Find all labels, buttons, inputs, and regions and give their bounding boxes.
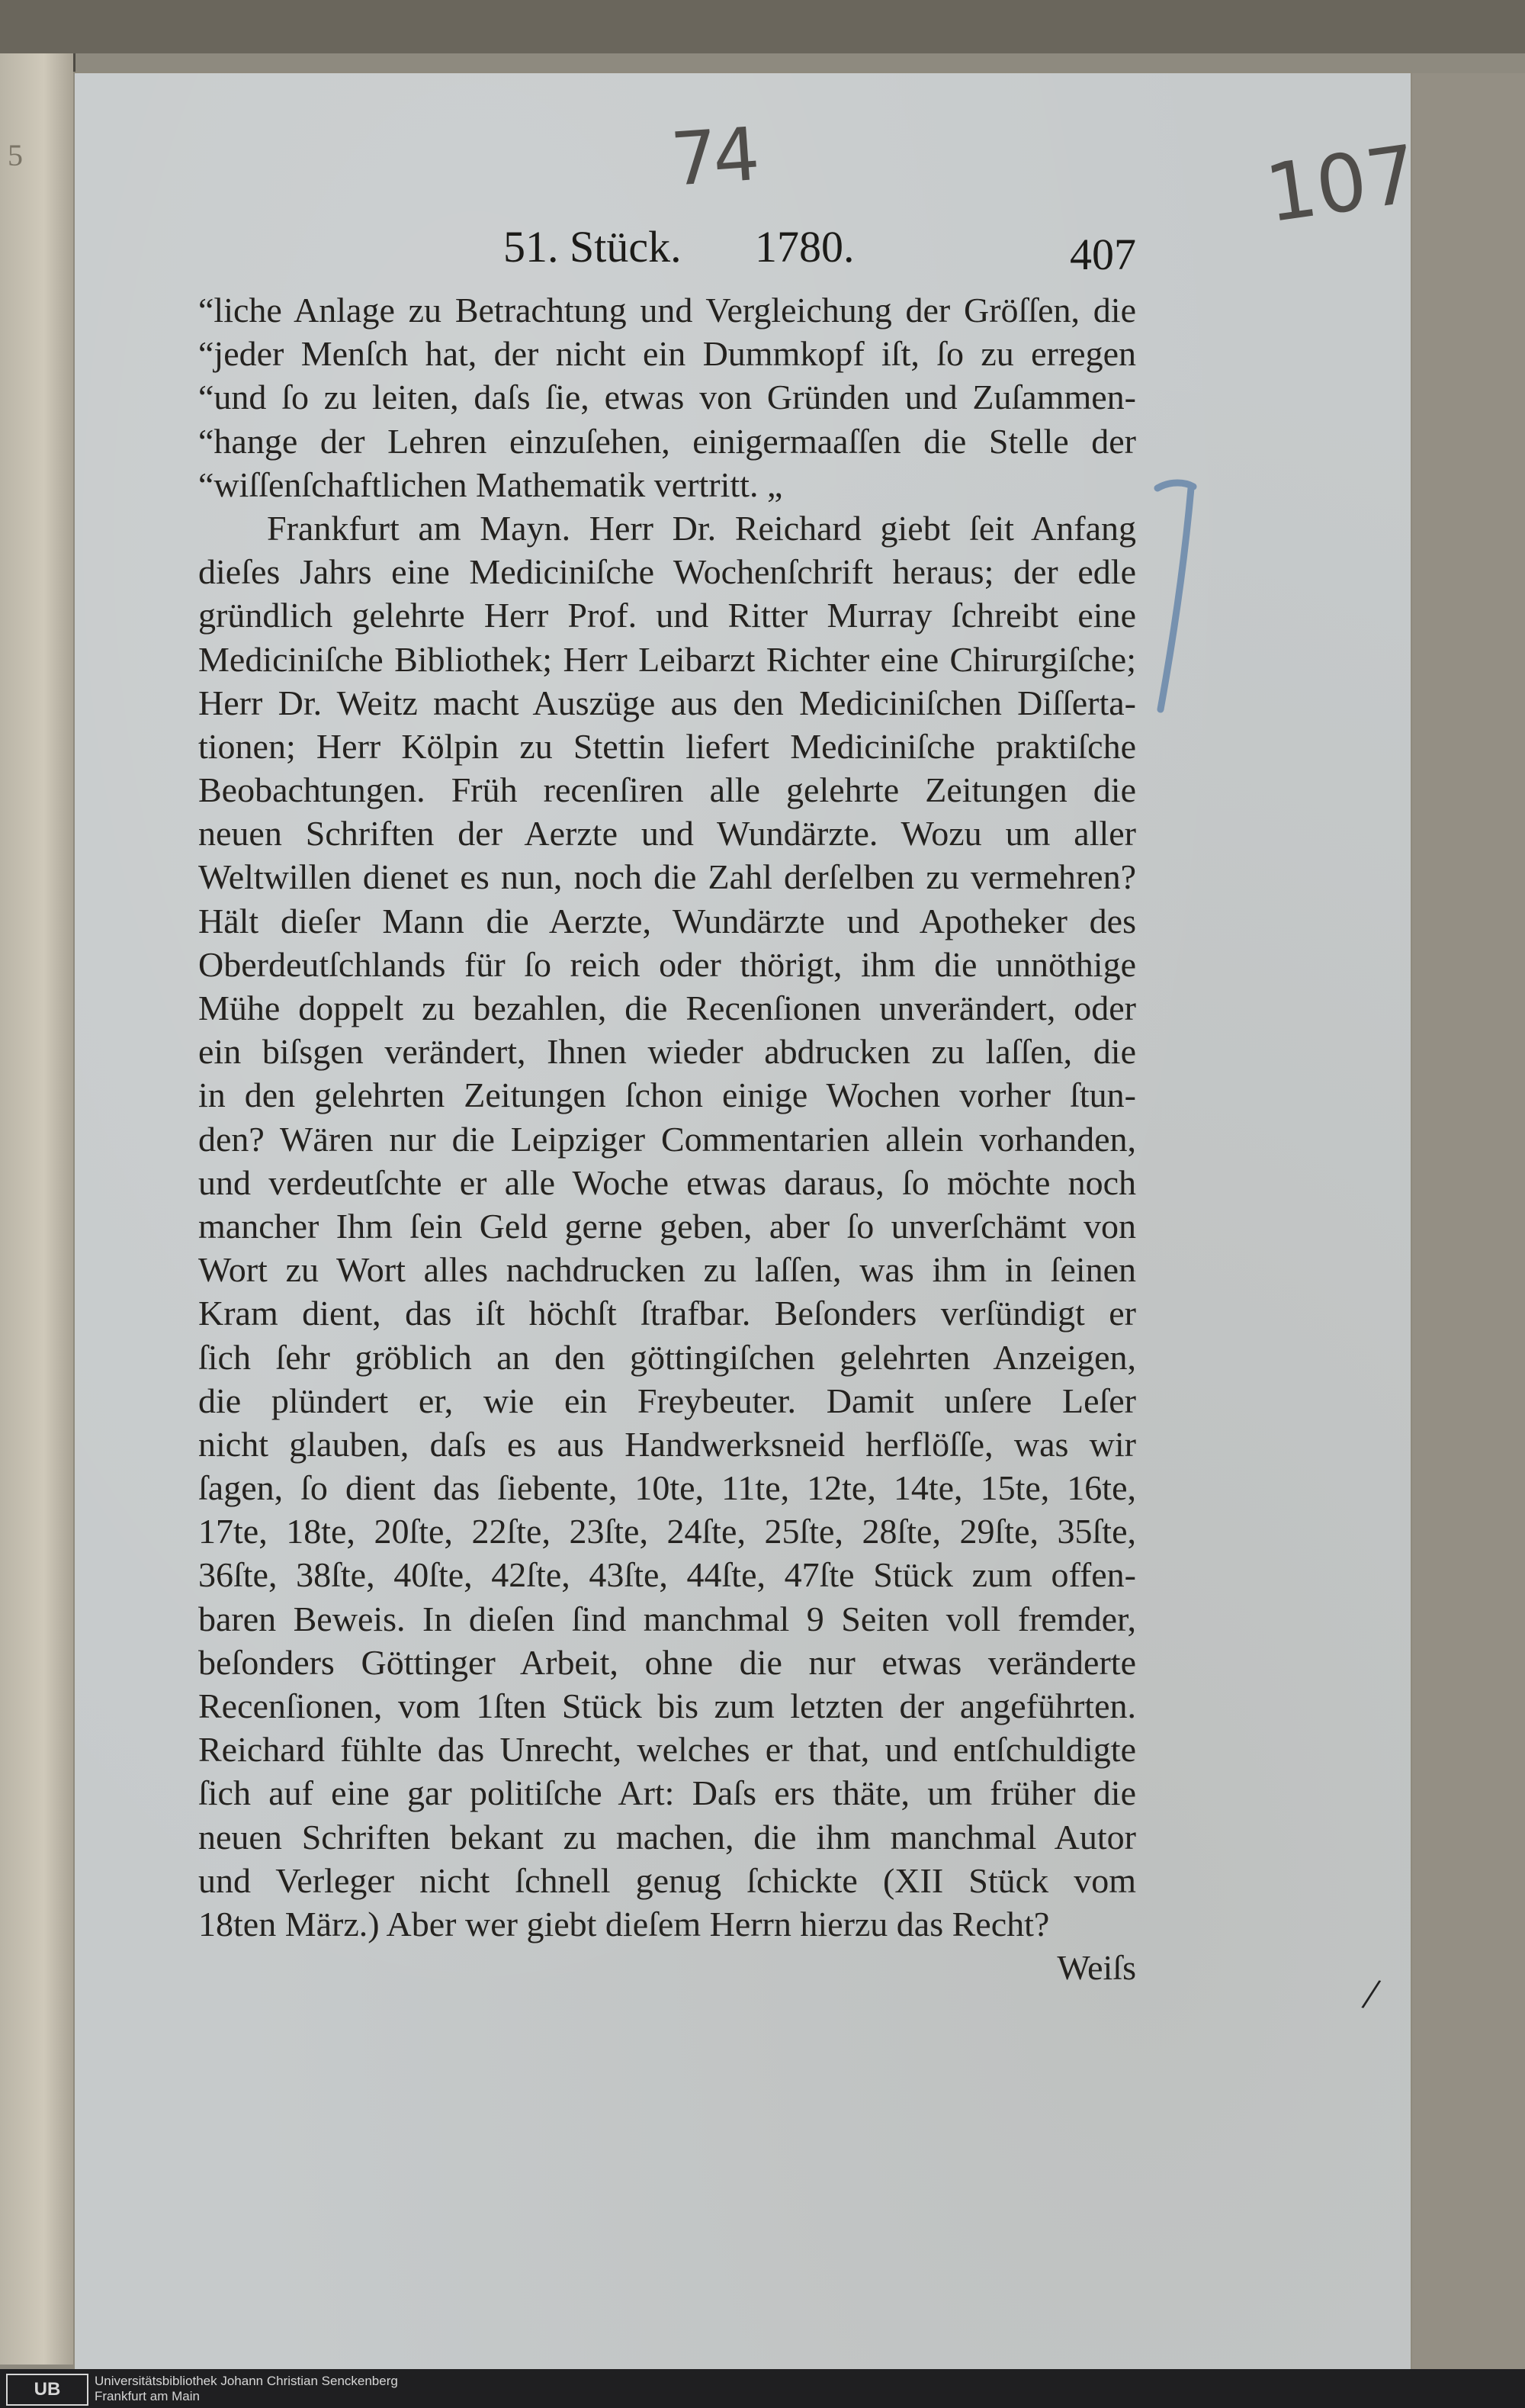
institution-line-1: Universitätsbibliothek Johann Christian Senckenberg bbox=[95, 2374, 398, 2388]
text-line: “liche Anlage zu Betrachtung und Vergleichung der Gröſſen, die bbox=[198, 291, 1136, 330]
text-line: ſagen, ſo dient das ſiebente, 10te, 11te, 12te, 14te, 15te, 16te, bbox=[198, 1468, 1136, 1508]
catchword: Weiſs bbox=[1057, 1948, 1136, 1988]
text-line: den? Wären nur die Leipziger Commentarien allein vorhanden, bbox=[198, 1119, 1136, 1159]
text-line: tionen; Herr Kölpin zu Stettin liefert Mediciniſche praktiſche bbox=[198, 726, 1136, 766]
text-line: Mediciniſche Bibliothek; Herr Leibarzt Richter eine Chirurgiſche; bbox=[198, 639, 1136, 679]
text-line: gründlich gelehrte Herr Prof. und Ritter Murray ſchreibt eine bbox=[198, 596, 1136, 635]
text-line: “und ſo zu leiten, daſs ſie, etwas von Gründen und Zuſammen- bbox=[198, 378, 1136, 417]
text-line: neuen Schriften der Aerzte und Wundärzte. Wozu um aller bbox=[198, 814, 1136, 854]
text-line: die plündert er, wie ein Freybeuter. Damit unſere Leſer bbox=[198, 1381, 1136, 1420]
text-line: ſich ſehr gröblich an den göttingiſchen gelehrten Anzeigen, bbox=[198, 1337, 1136, 1377]
text-line: 18ten März.) Aber wer giebt dieſem Herrn hierzu das Recht? bbox=[198, 1904, 1050, 1943]
text-line: Recenſionen, vom 1ſten Stück bis zum letzten der angeführten. bbox=[198, 1686, 1136, 1725]
text-line: Kram dient, das iſt höchſt ſtrafbar. Beſonders verſündigt er bbox=[198, 1294, 1136, 1333]
text-line: Frankfurt am Mayn. Herr Dr. Reichard giebt ſeit Anfang bbox=[267, 508, 1136, 548]
text-line: und verdeutſchte er alle Woche etwas daraus, ſo möchte noch bbox=[198, 1162, 1136, 1202]
text-line: dieſes Jahrs eine Mediciniſche Wochenſchrift heraus; der edle bbox=[198, 552, 1136, 592]
institution-name bbox=[95, 2374, 398, 2404]
library-logo[interactable]: UB bbox=[6, 2374, 88, 2406]
text-line: Herr Dr. Weitz macht Auszüge aus den Mediciniſchen Diſſerta- bbox=[198, 683, 1136, 722]
text-line: 17te, 18te, 20ſte, 22ſte, 23ſte, 24ſte, 25ſte, 28ſte, 29ſte, 35ſte, bbox=[198, 1512, 1136, 1551]
text-line: Hält dieſer Mann die Aerzte, Wundärzte und Apotheker des bbox=[198, 901, 1136, 940]
scan-background bbox=[0, 0, 1525, 53]
ink-tick-mark: / bbox=[1359, 1967, 1384, 2021]
text-line: “wiſſenſchaftlichen Mathematik vertritt. „ bbox=[198, 465, 783, 504]
institution-line-2: Frankfurt am Main bbox=[95, 2389, 200, 2403]
text-line: 36ſte, 38ſte, 40ſte, 42ſte, 43ſte, 44ſte, 47ſte Stück zum offen- bbox=[198, 1555, 1136, 1595]
year: 1780. bbox=[755, 222, 855, 272]
text-line: in den gelehrten Zeitungen ſchon einige Wochen vorher ſtun- bbox=[198, 1075, 1136, 1115]
text-line: Wort zu Wort alles nachdrucken zu laſſen, was ihm in ſeinen bbox=[198, 1250, 1136, 1290]
scan-margin bbox=[1411, 73, 1525, 2369]
text-line: Weltwillen dienet es nun, noch die Zahl derſelben zu vermehren? bbox=[198, 857, 1136, 897]
text-line: ein biſsgen verändert, Ihnen wieder abdrucken zu laſſen, die bbox=[198, 1032, 1136, 1072]
text-line: und Verleger nicht ſchnell genug ſchickte (XII Stück vom bbox=[198, 1860, 1136, 1900]
text-line: ſich auf eine gar politiſche Art: Daſs ers thäte, um früher die bbox=[198, 1773, 1136, 1813]
text-line: Reichard fühlte das Unrecht, welches er that, und entſchuldigte bbox=[198, 1730, 1136, 1770]
text-line: “jeder Menſch hat, der nicht ein Dummkopf iſt, ſo zu erregen bbox=[198, 334, 1136, 374]
text-line: baren Beweis. In dieſen ſind manchmal 9 Seiten voll fremder, bbox=[198, 1599, 1136, 1638]
text-line: nicht glauben, daſs es aus Handwerksneid herflöſſe, was wir bbox=[198, 1424, 1136, 1464]
facing-page-edge: 5 bbox=[0, 53, 75, 2365]
page-number: 407 bbox=[1070, 230, 1136, 279]
pencil-number-top: 74 bbox=[668, 111, 758, 203]
article-text bbox=[198, 288, 1136, 1989]
text-line: “hange der Lehren einzuſehen, einigermaaſſen die Stelle der bbox=[198, 421, 1136, 461]
text-line: beſonders Göttinger Arbeit, ohne die nur etwas veränderte bbox=[198, 1642, 1136, 1682]
footer-bar bbox=[0, 2369, 1525, 2408]
text-line: neuen Schriften bekant zu machen, die ihm manchmal Autor bbox=[198, 1817, 1136, 1857]
text-line: Mühe doppelt zu bezahlen, die Recenſionen unverändert, oder bbox=[198, 989, 1136, 1027]
issue-number: 51. Stück. bbox=[503, 222, 682, 272]
pencil-folio-number: 107 bbox=[1260, 127, 1424, 241]
text-line: mancher Ihm ſein Geld gerne geben, aber ſo unverſchämt von bbox=[198, 1206, 1136, 1246]
blue-pencil-mark-icon bbox=[1151, 473, 1197, 717]
text-line: Oberdeutſchlands für ſo reich oder thörigt, ihm die unnöthige bbox=[198, 944, 1136, 984]
text-line: Beobachtungen. Früh recenſiren alle gelehrte Zeitungen die bbox=[198, 770, 1136, 810]
running-head bbox=[503, 221, 1136, 282]
